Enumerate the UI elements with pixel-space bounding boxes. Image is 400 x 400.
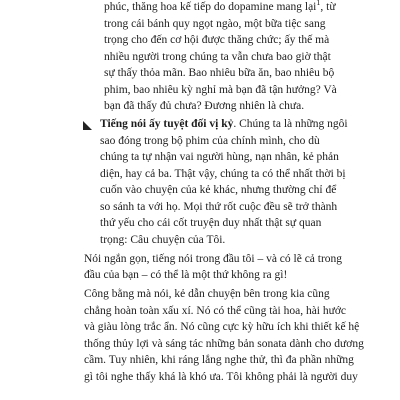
triangle-bullet-icon: [83, 121, 92, 130]
text-line: chúng ta tự nhận vai người hùng, nạn nhân, kẻ phản: [100, 151, 339, 163]
text-line: thống thủy lợi và sáng tác những bản sonata dành cho dương: [84, 338, 364, 350]
text-line: gì tôi nghe thấy khá là khó ưa. Tôi không phải là người duy: [84, 371, 358, 383]
text-line: nhiều người trong chúng ta vẫn chưa bao giờ thật: [104, 51, 331, 63]
text-line: diện, hay cả ba. Thật vậy, chúng ta có thể nhất thời bị: [100, 168, 346, 180]
text-line: Nói ngắn gọn, tiếng nói trong đầu tôi – và có lẽ cả trong: [84, 253, 343, 265]
text-line: phim, bao nhiêu kỳ nghỉ mà bạn đã tận hưởng? Và: [104, 84, 337, 96]
text-line: chẳng hoàn toàn xấu xí. Nó có thể cũng tài hoa, hài hước: [84, 305, 347, 317]
text-line: sao đóng trong bộ phim của chính mình, cho dù: [100, 135, 320, 147]
text-line: đầu của bạn – có thể là một thứ không ra gì!: [84, 269, 288, 281]
text-line: so sánh ta với họ. Mọi thứ rốt cuộc đều sẽ trở thành: [100, 201, 338, 213]
text-line: cuốn vào chuyện của kẻ khác, nhưng thường chỉ để: [100, 184, 337, 196]
text-line: thứ yếu cho cái cốt truyện duy nhất thật sự quan: [100, 217, 322, 229]
bullet-heading: Tiếng nói ấy tuyệt đối vị kỷ: [100, 118, 234, 130]
text-line: trong cái bánh quy ngọt ngào, một bữa tiệc sang: [104, 18, 326, 30]
text-line: sự thấy thỏa mãn. Bao nhiêu bữa ăn, bao nhiêu bộ: [104, 67, 335, 79]
footnote-mark: 1: [316, 0, 321, 8]
text-line: cầm. Tuy nhiên, khi ráng lắng nghe thử, thì đa phần những: [84, 354, 354, 366]
bullet-first-line: Tiếng nói ấy tuyệt đối vị kỷ. Chúng ta là những ngôi: [100, 118, 348, 130]
text-line: bạn đã thấy đủ chưa? Đương nhiên là chưa.: [104, 100, 305, 112]
text-line: phúc, thăng hoa kế tiếp do dopamine mang lại$^1$, từ: [104, 0, 336, 13]
text-line: trọng cho đến cơ hội được thăng chức; ấy thế mà: [104, 34, 330, 46]
text-line: trọng: Câu chuyện của Tôi.: [100, 234, 226, 246]
text-line: và giàu lòng trắc ẩn. Nó cũng cực kỳ hữu ích khi thiết kế hệ: [84, 321, 360, 333]
text-line: Công bằng mà nói, kẻ dẫn chuyện bên trong kia cũng: [84, 288, 330, 300]
